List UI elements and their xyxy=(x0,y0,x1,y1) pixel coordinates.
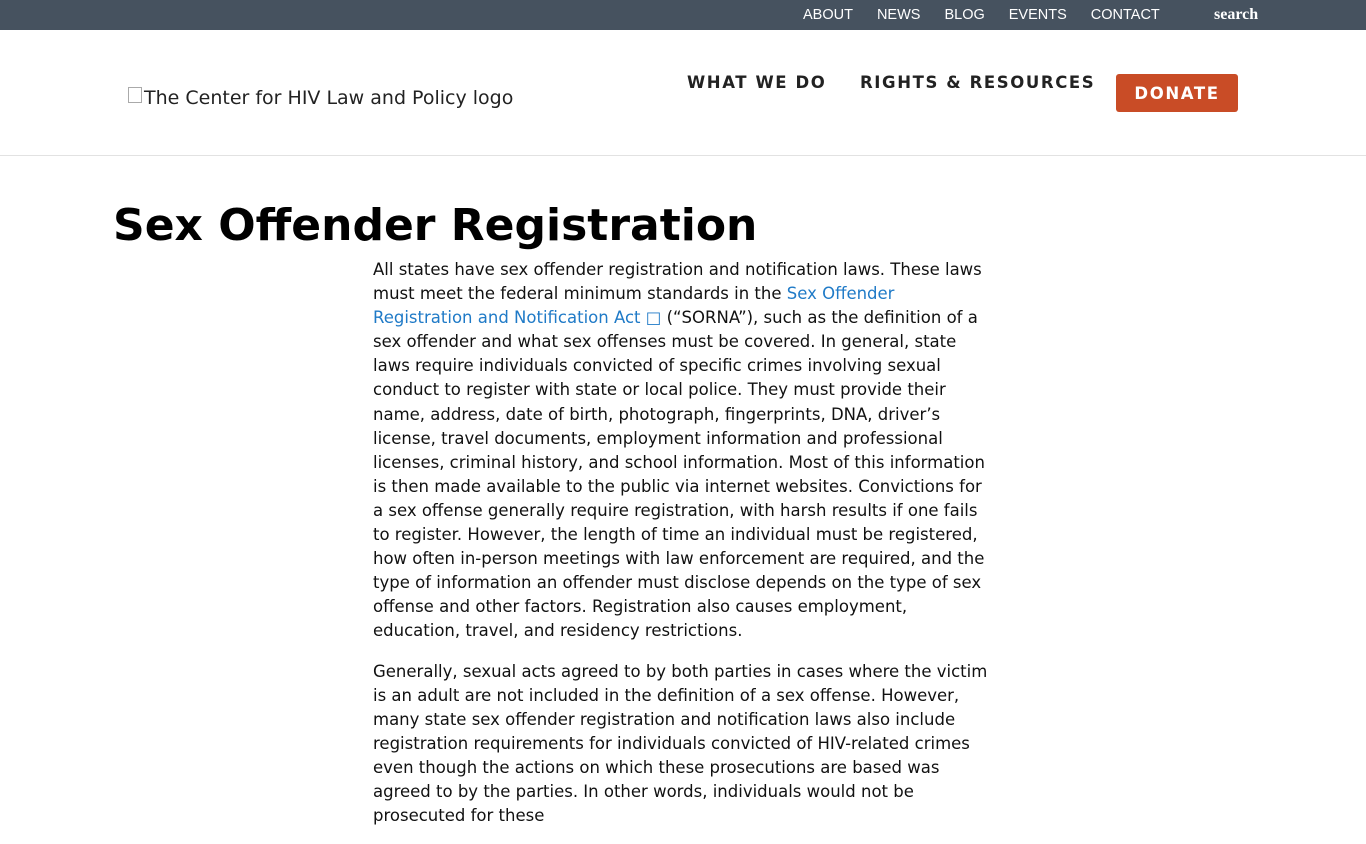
text: (“SORNA”), such as the definition of a sex offender and what sex offenses must be covered. In general, state laws require individuals convicted of specific crimes involving sexual conduct to register with state or local police. They must provide their name, address, date of birth, photograph, fingerprints, DNA, driver’s license, travel documents, employment information and professional licenses, criminal history, and school information. Most of this information is then made available to the public via internet websites. Convictions for a sex offense generally require registration, with harsh results if one fails to register. However, the length of time an individual must be registered, how often in-person meetings with law enforcement are required, and the type of information an offender must disclose depends on the type of sex offense and other factors. Registration also causes employment, education, travel, and residency restrictions. xyxy=(373,308,985,641)
broken-image-icon xyxy=(128,87,142,103)
nav-item-what-we-do[interactable] xyxy=(687,73,826,92)
text: All states have sex offender registration and notification laws. These laws must meet the federal minimum standards in the xyxy=(373,260,982,304)
utility-link-events[interactable]: EVENTS xyxy=(1008,7,1067,23)
nav-what-we-do[interactable]: WHAT WE DO xyxy=(687,73,827,92)
search-link[interactable]: search xyxy=(1214,6,1259,23)
utility-link-blog[interactable]: BLOG xyxy=(944,7,985,23)
utility-link-contact[interactable]: CONTACT xyxy=(1090,7,1160,23)
nav-rights-resources[interactable]: RIGHTS & RESOURCES xyxy=(860,73,1096,92)
site-logo[interactable] xyxy=(128,87,513,109)
donate-button[interactable]: DONATE xyxy=(1116,74,1238,112)
sorna-link[interactable]: Sex Offender Registration and Notification Act □ xyxy=(373,284,895,328)
article-body xyxy=(373,258,995,844)
logo-alt-text: The Center for HIV Law and Policy logo xyxy=(144,87,514,109)
utility-nav xyxy=(803,0,1184,30)
utility-link-news[interactable]: NEWS xyxy=(876,7,921,23)
page-title: Sex Offender Registration xyxy=(113,200,758,251)
top-utility-bar xyxy=(0,0,1366,30)
nav-item-rights-resources[interactable] xyxy=(860,73,1095,92)
site-header xyxy=(0,30,1366,156)
paragraph-1 xyxy=(373,258,995,644)
paragraph-2: Generally, sexual acts agreed to by both parties in cases where the victim is an adult are not included in the definition of a sex offense. However, many state sex offender registration and notification laws also include registration requirements for individuals convicted of HIV-related crimes even though the actions on which these prosecutions are based was agreed to by the parties. In other words, individuals would not be prosecuted for these xyxy=(373,661,988,826)
utility-link-about[interactable]: ABOUT xyxy=(803,7,853,23)
